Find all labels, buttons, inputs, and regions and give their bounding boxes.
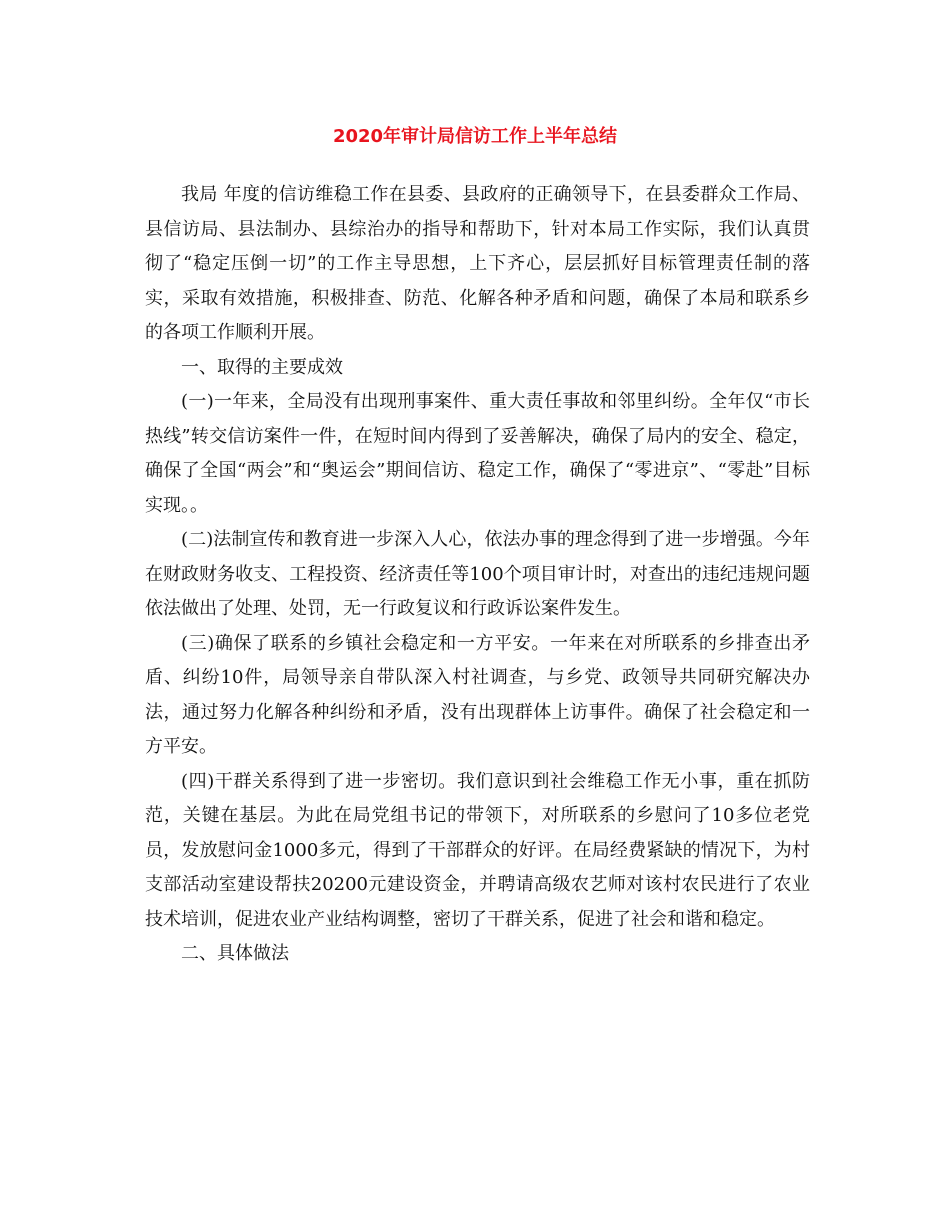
section-heading-achievements: 一、取得的主要成效 [181,356,343,378]
achievement-paragraph-3: (三)确保了联系的乡镇社会稳定和一方平安。一年来在对所联系的乡排查出矛盾、纠纷10件，局领导亲自带队深入村社调查，与乡党、政领导共同研究解决办法，通过努力化解各种纠纷和矛盾，没有出现群体上访事件。确保了社会稳定和一方平安。 [145,632,810,757]
document-title: 2020年审计局信访工作上半年总结 [332,126,618,147]
section-heading-methods: 二、具体做法 [181,943,289,964]
intro-paragraph: 我局 年度的信访维稳工作在县委、县政府的正确领导下，在县委群众工作局、县信访局、县法制办、县综治办的指导和帮助下，针对本局工作实际，我们认真贯彻了“稳定压倒一切”的工作主导思想，上下齐心，层层抓好目标管理责任制的落实，采取有效措施，积极排查、防范、化解各种矛盾和问题，确保了本局和联系乡的各项工作顺利开展。 [145,184,810,343]
achievement-paragraph-1: (一)一年来，全局没有出现刑事案件、重大责任事故和邻里纠纷。全年仅“市长热线”转交信访案件一件，在短时间内得到了妥善解决，确保了局内的安全、稳定，确保了全国“两会”和“奥运会”期间信访、稳定工作，确保了“零进京”、“零赴”目标实现。。 [145,391,810,516]
document-body [145,178,810,972]
achievement-paragraph-4: (四)干群关系得到了进一步密切。我们意识到社会维稳工作无小事，重在抓防范，关键在基层。为此在局党组书记的带领下，对所联系的乡慰问了10多位老党员，发放慰问金1000多元，得到了干部群众的好评。在局经费紧缺的情况下，为村支部活动室建设帮扶20200元建设资金，并聘请高级农艺师对该村农民进行了农业技术培训，促进农业产业结构调整，密切了干群关系，促进了社会和谐和稳定。 [145,770,810,930]
achievement-paragraph-2: (二)法制宣传和教育进一步深入人心，依法办事的理念得到了进一步增强。今年在财政财务收支、工程投资、经济责任等100个项目审计时，对查出的违纪违规问题依法做出了处理、处罚，无一行政复议和行政诉讼案件发生。 [145,529,810,619]
